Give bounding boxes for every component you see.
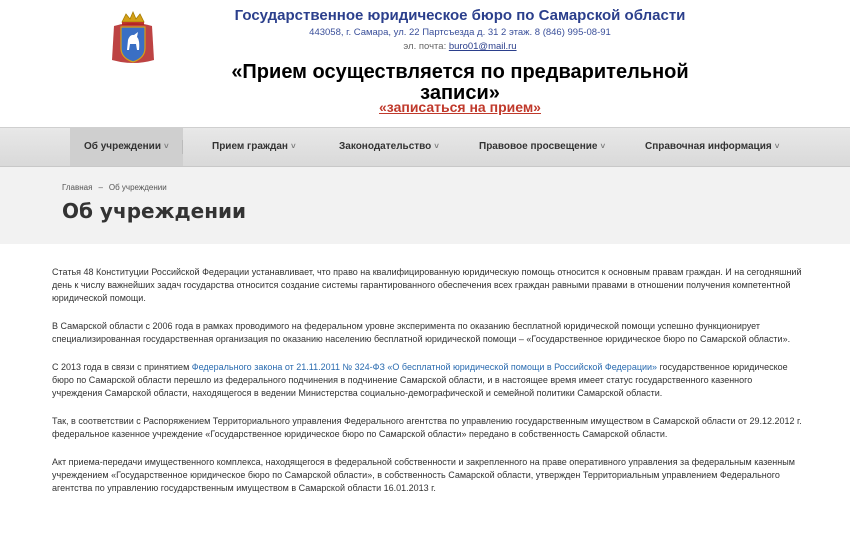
organization-title: Государственное юридическое бюро по Самарской области	[234, 7, 686, 24]
chevron-down-icon: ˅	[600, 142, 606, 151]
article-paragraph: Статья 48 Конституции Российской Федерации устанавливает, что право на квалифицированную юридическую помощь относится к основным правам граждан. И на сегодняшний день к числу важнейших задач государства относится создание системы гарантированного обеспечения всех граждан равными правами в отношении получения компетентной юридической помощи.	[52, 267, 802, 303]
breadcrumb-separator: –	[98, 183, 103, 192]
article-content	[52, 266, 804, 510]
nav-divider	[182, 140, 183, 154]
article-paragraph: Так, в соответствии с Распоряжением Территориального управления Федерального агентства по управлению государственным имуществом в Самарской области от 29.12.2012 г. федеральное казенное учреждение «Государственное юридическое бюро по Самарской области» передано в собственность Самарской области.	[52, 416, 802, 439]
article-paragraph: Акт приема-передачи имущественного комплекса, находящегося в федеральной собственности и закрепленного на праве оперативного управления за федеральным казенным учреждением «Государственное юридическое бюро по Самарской области», в собственность Самарской области, утвержден Территориальным управлением Федерального агентства по управлению государственным имуществом в Самарской области 16.01.2013 г.	[52, 457, 795, 493]
chevron-down-icon: ˅	[774, 142, 780, 151]
nav-item-reference[interactable]	[645, 128, 779, 166]
email-link[interactable]: buro01@mail.ru	[448, 41, 517, 52]
paragraph-text: С 2013 года в связи с принятием	[52, 362, 192, 372]
federal-law-link[interactable]: Федерального закона от 21.11.2011 № 324-ФЗ «О бесплатной юридической помощи в Российской Федерации»	[191, 362, 658, 372]
nav-item-label: Прием граждан	[212, 141, 288, 152]
coat-of-arms-logo[interactable]	[108, 10, 158, 66]
breadcrumb-current: Об учреждении	[108, 183, 167, 192]
signup-link[interactable]: «записаться на прием»	[379, 99, 541, 115]
chevron-down-icon: ˅	[290, 142, 296, 151]
article-paragraph: В Самарской области с 2006 года в рамках проводимого на федеральном уровне эксперимента по оказанию бесплатной юридической помощи успешно функционирует специализированная государственная организация по оказанию населению бесплатной юридической помощи – «Государственное юридическое бюро по Самарской области».	[52, 321, 791, 344]
site-header	[0, 0, 850, 125]
organization-email	[190, 41, 730, 52]
chevron-down-icon: ˅	[434, 142, 439, 151]
article-paragraph	[52, 361, 804, 400]
nav-item-reception[interactable]	[212, 128, 296, 166]
nav-item-legal-education[interactable]	[479, 128, 605, 166]
nav-item-label: Правовое просвещение	[479, 141, 598, 152]
nav-item-label: Справочная информация	[645, 141, 772, 152]
breadcrumb-home-link[interactable]: Главная	[62, 183, 93, 192]
nav-item-label: Законодательство	[339, 141, 432, 152]
main-navigation	[0, 127, 850, 167]
organization-address: 443058, г. Самара, ул. 22 Партсъезда д. 31 2 этаж. 8 (846) 995-08-91	[309, 27, 611, 38]
chevron-down-icon: ˅	[163, 142, 169, 151]
email-label: эл. почта:	[403, 41, 449, 52]
nav-item-label: Об учреждении	[84, 141, 161, 152]
nav-item-legislation[interactable]	[339, 128, 439, 166]
paragraph-text: государственное юридическое бюро по Самарской области перешло из федерального подчинения в подчинение Самарской области, и в настоящее время имеет статус государственного казенного учреждения Самарской области, находящегося в ведении Министерства социально-демографической и семейной политики Самарской области.	[52, 362, 788, 398]
appointment-notice: «Прием осуществляется по предварительной записи»	[231, 61, 689, 104]
page-title: Об учреждении	[62, 199, 247, 223]
nav-item-about[interactable]	[70, 128, 183, 166]
breadcrumb	[62, 183, 167, 192]
